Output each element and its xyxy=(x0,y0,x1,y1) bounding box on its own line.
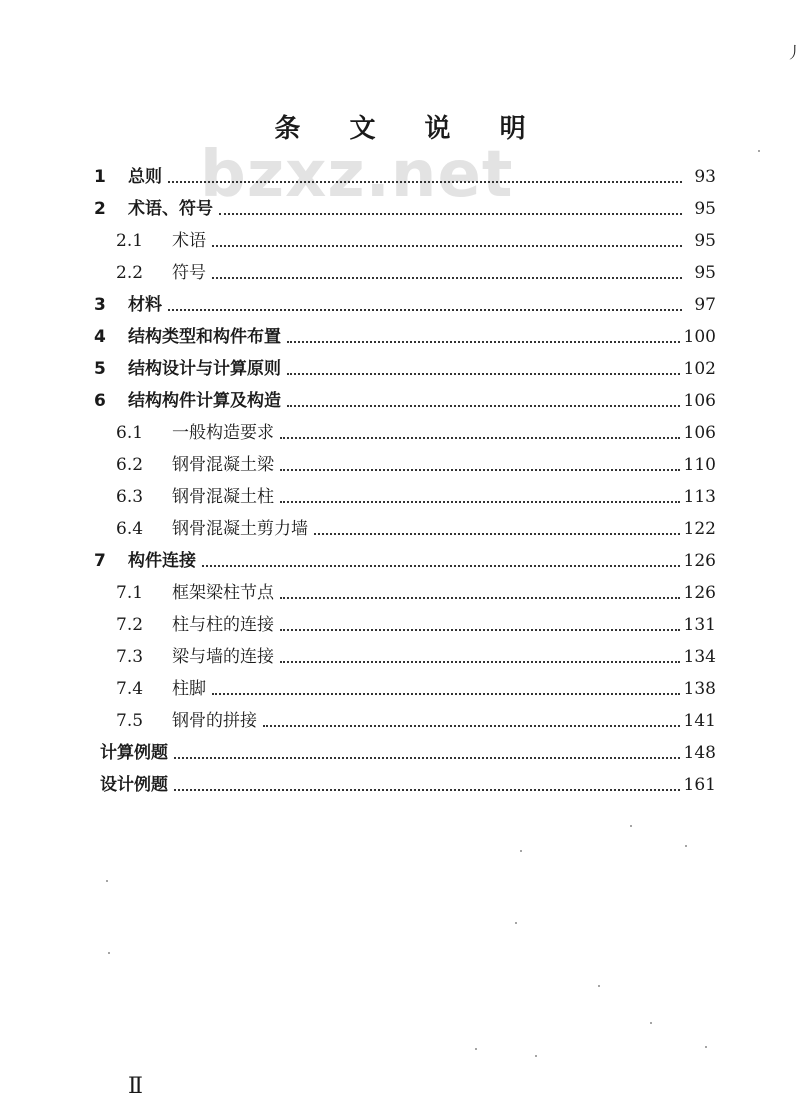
toc-entry-page: 97 xyxy=(694,295,716,315)
toc-entry-label: 钢骨混凝土梁 xyxy=(172,455,274,475)
toc-entry-label: 符号 xyxy=(172,263,206,283)
toc-entry xyxy=(116,606,716,636)
toc-entry-label: 柱与柱的连接 xyxy=(172,615,274,635)
toc-entry-number: 2.2 xyxy=(116,263,144,283)
toc-entry-page: 113 xyxy=(683,487,716,507)
toc-entry xyxy=(94,158,716,188)
dot-leader xyxy=(174,788,680,791)
toc-entry-page: 95 xyxy=(694,199,716,219)
toc-entry-label: 钢骨混凝土剪力墙 xyxy=(172,519,308,539)
scan-speck xyxy=(520,850,522,852)
dot-leader xyxy=(280,596,680,599)
toc-entry-page: 126 xyxy=(683,583,716,603)
toc-entry-number: 6.2 xyxy=(116,455,144,475)
toc-entry-label: 柱脚 xyxy=(172,679,206,699)
toc-entry xyxy=(116,510,716,540)
toc-entry-label: 术语 xyxy=(172,231,206,251)
toc-entry xyxy=(116,702,716,732)
toc-entry-number: 6 xyxy=(94,391,106,411)
toc-entry xyxy=(116,478,716,508)
toc-entry-number: 7.2 xyxy=(116,615,144,635)
dot-leader xyxy=(212,692,680,695)
dot-leader xyxy=(219,212,682,215)
toc-entry xyxy=(94,318,716,348)
toc-entry-number: 7.5 xyxy=(116,711,144,731)
scan-speck xyxy=(650,1022,652,1024)
toc-entry-label: 一般构造要求 xyxy=(172,423,274,443)
toc-entry-label: 梁与墙的连接 xyxy=(172,647,274,667)
dot-leader xyxy=(212,244,682,247)
toc-entry-label: 钢骨混凝土柱 xyxy=(172,487,274,507)
toc-entry-number: 7.1 xyxy=(116,583,144,603)
toc-entry-page: 148 xyxy=(683,743,716,763)
toc-entry-number: 5 xyxy=(94,359,106,379)
scan-speck xyxy=(475,1048,477,1050)
scan-speck xyxy=(630,825,632,827)
toc-entry xyxy=(100,766,716,796)
toc-entry xyxy=(94,542,716,572)
toc-entry-label: 结构构件计算及构造 xyxy=(128,391,281,411)
toc-entry-number: 7.4 xyxy=(116,679,144,699)
toc-entry-number: 2 xyxy=(94,199,106,219)
toc-entry-number: 6.1 xyxy=(116,423,144,443)
toc-entry xyxy=(94,382,716,412)
dot-leader xyxy=(287,340,680,343)
toc-entry-page: 106 xyxy=(683,391,716,411)
dot-leader xyxy=(212,276,682,279)
toc-entry-page: 110 xyxy=(683,455,716,475)
toc-entry-label: 设计例题 xyxy=(100,775,168,795)
scan-speck xyxy=(535,1055,537,1057)
scan-speck xyxy=(108,952,110,954)
toc-entry xyxy=(94,190,716,220)
page-title: 条 文 说 明 xyxy=(274,114,546,144)
toc-entry-number: 2.1 xyxy=(116,231,144,251)
dot-leader xyxy=(168,308,682,311)
page-number-footer: Ⅱ xyxy=(128,1074,143,1099)
corner-mark: 丿 xyxy=(786,43,802,62)
toc-entry xyxy=(116,574,716,604)
dot-leader xyxy=(263,724,680,727)
toc-entry-page: 95 xyxy=(694,263,716,283)
toc-entry-number: 4 xyxy=(94,327,106,347)
watermark: bzxz.net xyxy=(200,138,514,212)
toc-entry-number: 7.3 xyxy=(116,647,144,667)
toc-entry-page: 100 xyxy=(683,327,716,347)
toc-entry-label: 计算例题 xyxy=(100,743,168,763)
toc-entry-label: 结构设计与计算原则 xyxy=(128,359,281,379)
scan-speck xyxy=(106,880,108,882)
toc-entry-page: 134 xyxy=(683,647,716,667)
toc-entry-label: 术语、符号 xyxy=(128,199,213,219)
toc-entry xyxy=(116,254,716,284)
toc-entry-number: 7 xyxy=(94,551,106,571)
toc-entry-number: 3 xyxy=(94,295,106,315)
toc-entry-label: 钢骨的拼接 xyxy=(172,711,257,731)
dot-leader xyxy=(280,500,680,503)
toc-entry-page: 122 xyxy=(683,519,716,539)
scan-speck xyxy=(705,1046,707,1048)
scan-speck xyxy=(758,150,760,152)
toc-entry-page: 141 xyxy=(683,711,716,731)
dot-leader xyxy=(287,404,680,407)
toc-entry-page: 93 xyxy=(694,167,716,187)
toc-entry xyxy=(116,446,716,476)
toc-entry xyxy=(94,286,716,316)
dot-leader xyxy=(168,180,682,183)
toc-entry-label: 构件连接 xyxy=(128,551,196,571)
toc-entry-label: 框架梁柱节点 xyxy=(172,583,274,603)
dot-leader xyxy=(280,628,680,631)
toc-entry-page: 131 xyxy=(683,615,716,635)
dot-leader xyxy=(287,372,680,375)
dot-leader xyxy=(314,532,680,535)
toc-entry-number: 6.4 xyxy=(116,519,144,539)
toc-entry-page: 161 xyxy=(683,775,716,795)
toc-entry-label: 材料 xyxy=(128,295,162,315)
toc-entry-page: 106 xyxy=(683,423,716,443)
scan-speck xyxy=(515,922,517,924)
toc-entry-page: 126 xyxy=(683,551,716,571)
scan-speck xyxy=(598,985,600,987)
dot-leader xyxy=(280,468,680,471)
toc-entry-number: 6.3 xyxy=(116,487,144,507)
toc-entry-number: 1 xyxy=(94,167,106,187)
toc-entry-page: 95 xyxy=(694,231,716,251)
dot-leader xyxy=(280,436,680,439)
toc-entry-label: 结构类型和构件布置 xyxy=(128,327,281,347)
scan-speck xyxy=(685,845,687,847)
toc-entry xyxy=(116,222,716,252)
toc-entry xyxy=(116,414,716,444)
toc-entry-label: 总则 xyxy=(128,167,162,187)
toc-entry xyxy=(100,734,716,764)
toc-entry xyxy=(94,350,716,380)
toc-entry-page: 102 xyxy=(683,359,716,379)
dot-leader xyxy=(174,756,680,759)
toc-entry xyxy=(116,670,716,700)
toc-entry xyxy=(116,638,716,668)
dot-leader xyxy=(280,660,680,663)
toc-entry-page: 138 xyxy=(683,679,716,699)
dot-leader xyxy=(202,564,680,567)
